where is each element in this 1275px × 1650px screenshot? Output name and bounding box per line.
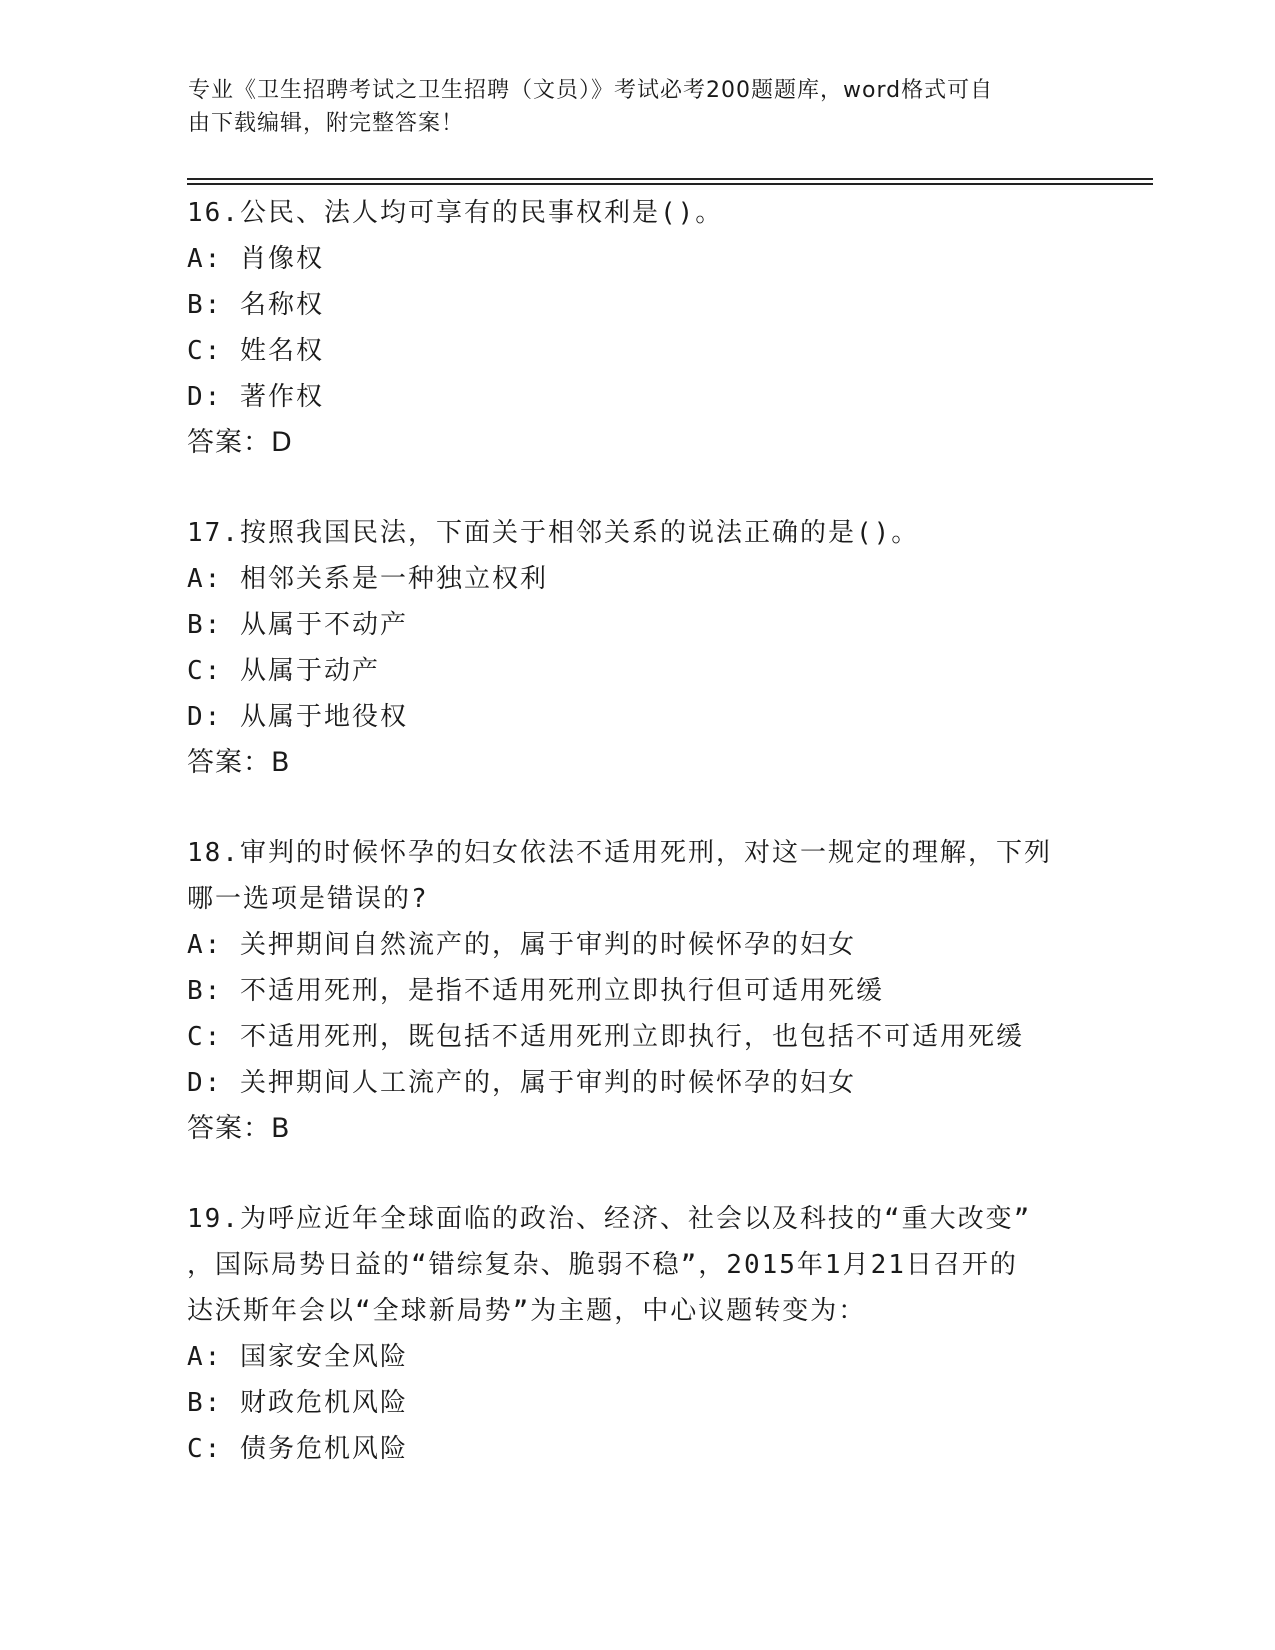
header-divider-bottom [187,183,1153,185]
option-c: C: 姓名权 [187,336,324,366]
header-line-1: 专业《卫生招聘考试之卫生招聘（文员）》考试必考200题题库，word格式可自 [188,78,994,103]
option-b: B: 财政危机风险 [187,1388,408,1418]
header-line-2: 由下载编辑，附完整答案！ [188,111,465,136]
option-d: D: 著作权 [187,382,324,412]
document-header [188,74,1088,140]
option-c: C: 从属于动产 [187,656,380,686]
option-b: B: 不适用死刑，是指不适用死刑立即执行但可适用死缓 [187,976,884,1006]
option-c: C: 债务危机风险 [187,1434,408,1464]
question-stem [187,510,1107,556]
option-d: D: 关押期间人工流产的，属于审判的时候怀孕的妇女 [187,1068,856,1098]
answer: 答案：B [187,1113,291,1144]
question-stem-line: 16.公民、法人均可享有的民事权利是()。 [187,198,724,228]
question-stem-line: 19.为呼应近年全球面临的政治、经济、社会以及科技的“重大改变” [187,1204,1032,1234]
question-stem [187,190,1107,236]
option-b: B: 从属于不动产 [187,610,408,640]
question-17 [187,510,1107,786]
question-list [187,190,1107,1472]
option-a: A: 相邻关系是一种独立权利 [187,564,548,594]
question-19 [187,1196,1107,1472]
question-stem-line: 18.审判的时候怀孕的妇女依法不适用死刑，对这一规定的理解，下列 [187,838,1052,868]
question-stem-line: ，国际局势日益的“错综复杂、脆弱不稳”，2015年1月21日召开的 [187,1250,1018,1280]
option-b: B: 名称权 [187,290,324,320]
question-spacer [187,1152,1107,1196]
question-16 [187,190,1107,466]
question-stem-line: 达沃斯年会以“全球新局势”为主题，中心议题转变为： [187,1296,867,1326]
question-stem-line: 17.按照我国民法，下面关于相邻关系的说法正确的是()。 [187,518,920,548]
option-c: C: 不适用死刑，既包括不适用死刑立即执行，也包括不可适用死缓 [187,1022,1024,1052]
option-a: A: 国家安全风险 [187,1342,408,1372]
option-a: A: 肖像权 [187,244,324,274]
question-stem [187,1196,1107,1334]
question-spacer [187,786,1107,830]
option-a: A: 关押期间自然流产的，属于审判的时候怀孕的妇女 [187,930,856,960]
header-divider-top [187,178,1153,180]
option-d: D: 从属于地役权 [187,702,408,732]
question-spacer [187,466,1107,510]
question-stem-line: 哪一选项是错误的? [187,884,429,914]
answer: 答案：B [187,747,291,778]
question-18 [187,830,1107,1152]
question-stem [187,830,1107,922]
answer: 答案：D [187,427,293,458]
